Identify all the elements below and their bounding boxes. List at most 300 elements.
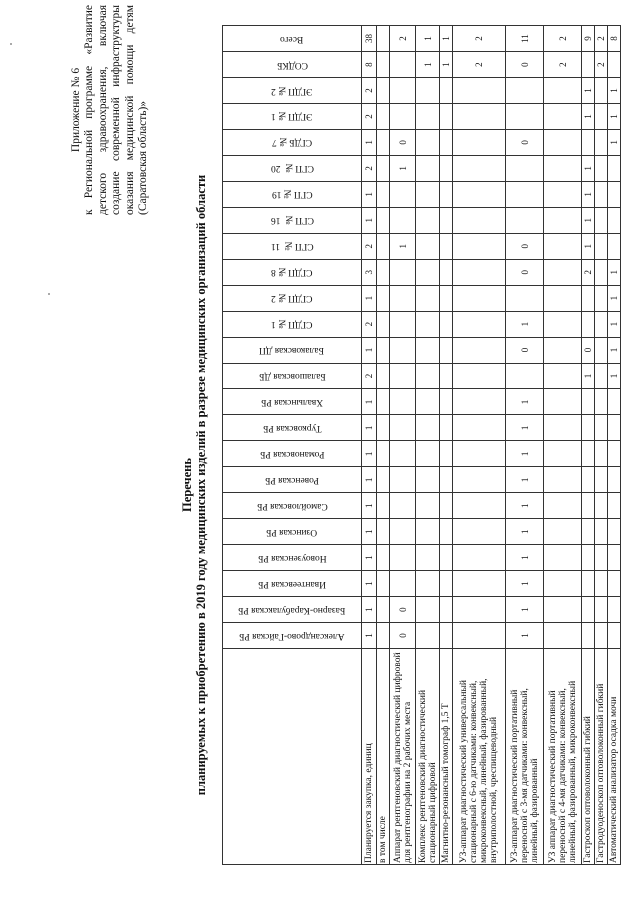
table-cell (595, 363, 608, 389)
table-cell (582, 623, 595, 649)
table-cell (544, 181, 582, 207)
table-cell (377, 545, 390, 571)
table-cell (582, 571, 595, 597)
table-cell (390, 337, 416, 363)
table-cell (440, 519, 453, 545)
table-cell: 2 (362, 233, 377, 259)
table-cell: 1 (506, 441, 544, 467)
table-cell (453, 519, 506, 545)
table-cell (440, 285, 453, 311)
table-cell (506, 285, 544, 311)
table-cell: 1 (362, 545, 377, 571)
table-cell: 1 (608, 311, 621, 337)
column-header (223, 129, 362, 155)
table-cell (595, 467, 608, 493)
table-cell (544, 337, 582, 363)
column-header-label: СГДП №8 (271, 267, 313, 278)
table-cell: 1 (608, 363, 621, 389)
table-cell: 1 (362, 597, 377, 623)
table-cell (390, 441, 416, 467)
scan-speck (10, 43, 12, 45)
table-cell (453, 467, 506, 493)
table-cell (377, 181, 390, 207)
table-cell (453, 233, 506, 259)
table-cell (506, 181, 544, 207)
row-label: УЗ-аппарат диагностический универсальный стационарный с 6-ю датчиками: конвексный, микроконвексный, линейный, фазированный, внутриполостной, чреспищеводный (453, 649, 506, 865)
column-header-label: Турковская РБ (262, 422, 322, 433)
table-cell (440, 207, 453, 233)
table-cell (544, 493, 582, 519)
table-cell (440, 337, 453, 363)
table-body (362, 26, 621, 865)
table-cell: 11 (506, 26, 544, 52)
table-cell (608, 519, 621, 545)
table-cell (506, 363, 544, 389)
appendix-title: Приложение № 6 (70, 67, 82, 153)
table-cell (506, 78, 544, 104)
document-subtitle: планируемых к приобретению в 2019 году медицинских изделий в разрезе медицинских организаций области (194, 174, 208, 796)
table-cell (582, 493, 595, 519)
table-cell: 0 (582, 337, 595, 363)
table-cell: 1 (390, 233, 416, 259)
table-cell (377, 363, 390, 389)
table-cell (608, 441, 621, 467)
table-cell: 2 (362, 155, 377, 181)
table-cell: 1 (506, 597, 544, 623)
table-cell (377, 337, 390, 363)
table-cell (544, 389, 582, 415)
table-cell (453, 415, 506, 441)
table-row (377, 26, 390, 865)
column-header-label: Новоузенская РБ (257, 552, 327, 563)
table-cell (544, 467, 582, 493)
column-header (223, 597, 362, 623)
column-header (223, 52, 362, 78)
table-cell (595, 181, 608, 207)
table-row (582, 26, 595, 865)
table-cell: 2 (362, 363, 377, 389)
table-cell: 1 (362, 493, 377, 519)
table-cell: 0 (506, 259, 544, 285)
table-cell: 1 (582, 103, 595, 129)
table-cell (416, 415, 440, 441)
table-cell (390, 78, 416, 104)
table-cell (453, 389, 506, 415)
table-cell: 0 (390, 129, 416, 155)
column-header (223, 285, 362, 311)
header-corner (223, 649, 362, 865)
table-cell (608, 493, 621, 519)
table-cell (595, 623, 608, 649)
table-cell (390, 493, 416, 519)
table-cell: 3 (362, 259, 377, 285)
equipment-table (222, 25, 621, 865)
table-cell (377, 597, 390, 623)
table-cell: 1 (506, 415, 544, 441)
column-header (223, 337, 362, 363)
table-cell (582, 285, 595, 311)
table-cell (377, 78, 390, 104)
row-label: Гастроскоп оптоволоконный гибкий (582, 649, 595, 865)
table-cell (416, 311, 440, 337)
column-header-label: Романовская РБ (259, 448, 325, 459)
column-header (223, 467, 362, 493)
table-cell: 1 (440, 52, 453, 78)
table-cell (440, 311, 453, 337)
table-cell: 1 (506, 493, 544, 519)
table-cell (595, 207, 608, 233)
table-cell: 1 (608, 337, 621, 363)
table-cell (390, 415, 416, 441)
table-row (390, 26, 416, 865)
table-cell (377, 233, 390, 259)
table-cell (453, 181, 506, 207)
column-header-label: Александрово-Гайская РБ (239, 630, 345, 641)
table-row (440, 26, 453, 865)
row-label: Магнитно-резонансный томограф 1,5 Т (440, 649, 453, 865)
table-cell (544, 259, 582, 285)
table-cell: 1 (362, 415, 377, 441)
table-row (506, 26, 544, 865)
table-header-row (223, 26, 362, 865)
column-header-label: СГП № 11 (270, 241, 314, 252)
table-cell (440, 571, 453, 597)
table-cell (416, 519, 440, 545)
table-cell (440, 623, 453, 649)
table-cell (595, 233, 608, 259)
table-cell (453, 545, 506, 571)
table-cell (416, 207, 440, 233)
table-cell (582, 467, 595, 493)
table-cell (390, 571, 416, 597)
table-cell: 1 (506, 519, 544, 545)
table-cell (377, 441, 390, 467)
table-cell: 1 (362, 519, 377, 545)
table-cell (595, 493, 608, 519)
table-cell (595, 103, 608, 129)
table-cell (608, 571, 621, 597)
table-cell (582, 311, 595, 337)
table-cell (416, 597, 440, 623)
column-header-label: СГП № 20 (270, 163, 314, 174)
column-header (223, 103, 362, 129)
table-cell: 1 (362, 623, 377, 649)
column-header (223, 259, 362, 285)
table-cell (440, 545, 453, 571)
table-cell (377, 259, 390, 285)
table-cell (377, 311, 390, 337)
table-cell (595, 415, 608, 441)
table-cell (390, 103, 416, 129)
table-cell (544, 129, 582, 155)
table-cell (377, 26, 390, 52)
column-header-label: ЭГДП №1 (271, 111, 313, 122)
table-cell (377, 207, 390, 233)
table-cell (595, 78, 608, 104)
table-cell: 8 (608, 26, 621, 52)
table-cell (416, 389, 440, 415)
document-title: Перечень (180, 458, 194, 512)
column-header (223, 571, 362, 597)
table-cell: 1 (582, 233, 595, 259)
table-cell (377, 415, 390, 441)
table-row (608, 26, 621, 865)
row-label: УЗ-аппарат диагностический портативный переносной с 3-мя датчиками: конвексный, линейный, фазированный (506, 649, 544, 865)
table-cell: 9 (582, 26, 595, 52)
table-cell (453, 623, 506, 649)
table-cell (440, 181, 453, 207)
table-cell: 1 (608, 259, 621, 285)
table-cell (595, 389, 608, 415)
table-cell: 1 (506, 545, 544, 571)
table-cell: 1 (608, 129, 621, 155)
table-cell (377, 571, 390, 597)
table-cell (453, 597, 506, 623)
table-cell: 1 (506, 623, 544, 649)
table-cell (544, 545, 582, 571)
table-cell (544, 311, 582, 337)
table-cell (440, 597, 453, 623)
table-cell: 0 (506, 233, 544, 259)
table-cell (377, 493, 390, 519)
column-header-label: Ровенская РБ (265, 474, 319, 485)
column-header-label: Базарно-Карабулакская РБ (238, 604, 346, 615)
table-cell (416, 233, 440, 259)
table-cell (377, 389, 390, 415)
table-cell (377, 129, 390, 155)
table-cell (416, 467, 440, 493)
table-cell (608, 545, 621, 571)
table-cell: 1 (362, 337, 377, 363)
column-header (223, 207, 362, 233)
column-header-label: Озинская РБ (266, 526, 318, 537)
table-cell: 1 (582, 181, 595, 207)
table-cell (390, 181, 416, 207)
row-label: Аппарат рентгеновский диагностический цифровой для рентгенографии на 2 рабочих места (390, 649, 416, 865)
column-header-label: Хвалынская РБ (260, 396, 324, 407)
table-cell (506, 155, 544, 181)
table-cell (390, 285, 416, 311)
table-cell: 1 (440, 26, 453, 52)
column-header (223, 155, 362, 181)
table-cell (544, 415, 582, 441)
table-cell: 1 (582, 207, 595, 233)
table-cell: 1 (362, 441, 377, 467)
table-cell (608, 415, 621, 441)
table-cell: 1 (362, 571, 377, 597)
column-header (223, 441, 362, 467)
column-header-label: Всего (280, 33, 304, 44)
table-cell: 38 (362, 26, 377, 52)
table-cell: 0 (390, 623, 416, 649)
table-cell (453, 363, 506, 389)
table-cell: 0 (390, 597, 416, 623)
table-cell (416, 259, 440, 285)
table-cell (390, 363, 416, 389)
table-cell: 1 (608, 285, 621, 311)
table-cell (582, 52, 595, 78)
table-cell: 0 (506, 337, 544, 363)
table-cell (390, 389, 416, 415)
table-cell (506, 207, 544, 233)
column-header-label: ЭГДП №2 (271, 85, 313, 96)
table-cell (582, 545, 595, 571)
table-row (362, 26, 377, 865)
table-cell (453, 103, 506, 129)
row-label: Гастродуоденоскоп оптоволоконный гибкий (595, 649, 608, 865)
table-cell (390, 207, 416, 233)
column-header-label: СГДП №2 (271, 293, 313, 304)
table-cell: 1 (362, 181, 377, 207)
table-cell: 2 (453, 26, 506, 52)
table-cell (544, 623, 582, 649)
table-cell: 2 (544, 52, 582, 78)
table-cell: 0 (506, 52, 544, 78)
table-cell (440, 155, 453, 181)
table-cell: 1 (506, 571, 544, 597)
table-cell (453, 207, 506, 233)
table-cell: 2 (362, 78, 377, 104)
table-cell (453, 259, 506, 285)
table-cell: 1 (416, 52, 440, 78)
table-cell (544, 207, 582, 233)
table-cell (440, 441, 453, 467)
table-cell (440, 389, 453, 415)
table-cell: 1 (506, 311, 544, 337)
table-cell (544, 285, 582, 311)
table-cell (506, 103, 544, 129)
table-cell (544, 363, 582, 389)
table-cell (416, 181, 440, 207)
table-cell (544, 233, 582, 259)
table-cell (608, 207, 621, 233)
table-cell (416, 493, 440, 519)
table-cell (595, 597, 608, 623)
table-cell: 1 (506, 389, 544, 415)
table-cell (582, 415, 595, 441)
table-cell (608, 155, 621, 181)
table-cell (416, 78, 440, 104)
table-cell: 1 (362, 285, 377, 311)
column-header (223, 623, 362, 649)
table-row (595, 26, 608, 865)
column-header (223, 26, 362, 52)
table-cell (390, 311, 416, 337)
table-cell (608, 467, 621, 493)
table-cell: 1 (390, 155, 416, 181)
table-cell (544, 571, 582, 597)
table-cell (377, 155, 390, 181)
table-cell (608, 181, 621, 207)
table-cell (416, 103, 440, 129)
column-header (223, 545, 362, 571)
row-label: УЗ аппарат диагностический портативный переносной с 4-мя датчиками: конвексный, линейный, фазированный, микроконвексный (544, 649, 582, 865)
table-cell: 1 (582, 155, 595, 181)
table-cell (416, 571, 440, 597)
table-cell (453, 155, 506, 181)
column-header-label: Самойловская РБ (256, 500, 328, 511)
table-cell (544, 155, 582, 181)
table-cell (595, 519, 608, 545)
table-cell (390, 259, 416, 285)
table-cell (595, 259, 608, 285)
column-header-label: СГП № 16 (270, 215, 314, 226)
column-header (223, 181, 362, 207)
appendix-body: к Региональной программе «Развитие детского здравоохранения, включая создание современной инфраструктуры оказания медицинской помощи детям (Саратовская область)» (83, 5, 150, 215)
table-cell (390, 52, 416, 78)
table-cell: 2 (362, 311, 377, 337)
column-header (223, 233, 362, 259)
table-cell (377, 285, 390, 311)
table-cell (390, 545, 416, 571)
column-header-label: Ивантеевская РБ (258, 578, 326, 589)
table-cell (595, 571, 608, 597)
table-cell (440, 415, 453, 441)
table-cell: 2 (453, 52, 506, 78)
row-label: Автоматический анализатор осадка мочи (608, 649, 621, 865)
column-header (223, 415, 362, 441)
table-cell (582, 441, 595, 467)
table-row (544, 26, 582, 865)
table-cell: 1 (582, 78, 595, 104)
table-cell: 2 (390, 26, 416, 52)
table-cell (582, 389, 595, 415)
table-cell (453, 129, 506, 155)
column-header-label: СГП №19 (271, 189, 313, 200)
table-cell (608, 52, 621, 78)
appendix-block (70, 5, 150, 215)
column-header-label: СГДБ №7 (271, 137, 313, 148)
table-cell: 2 (595, 52, 608, 78)
column-header-label: Балашовская ДБ (258, 371, 326, 381)
table-cell (608, 389, 621, 415)
table-cell (390, 467, 416, 493)
column-header (223, 311, 362, 337)
row-label: Комплекс рентгеновский диагностический стационарный цифровой (416, 649, 440, 865)
table-cell (453, 493, 506, 519)
table-cell (453, 285, 506, 311)
table-row (416, 26, 440, 865)
table-cell (416, 441, 440, 467)
table-cell (416, 623, 440, 649)
table-cell (544, 78, 582, 104)
table-row (453, 26, 506, 865)
table-cell (595, 311, 608, 337)
table-cell (377, 52, 390, 78)
table-cell (595, 545, 608, 571)
table-cell (453, 441, 506, 467)
column-header-label: СГДП №1 (271, 319, 313, 330)
table-cell: 1 (608, 103, 621, 129)
column-header (223, 519, 362, 545)
table-cell: 1 (362, 389, 377, 415)
table-cell (595, 129, 608, 155)
table-cell (377, 103, 390, 129)
row-label: в том числе (377, 649, 390, 865)
table-cell (390, 519, 416, 545)
table-cell (608, 623, 621, 649)
table-cell (416, 155, 440, 181)
table-cell (416, 337, 440, 363)
table-cell (416, 545, 440, 571)
table-cell (416, 363, 440, 389)
table-cell (440, 259, 453, 285)
table-cell (608, 597, 621, 623)
table-cell (440, 493, 453, 519)
table-cell (440, 103, 453, 129)
table-cell (595, 337, 608, 363)
table-cell (582, 129, 595, 155)
